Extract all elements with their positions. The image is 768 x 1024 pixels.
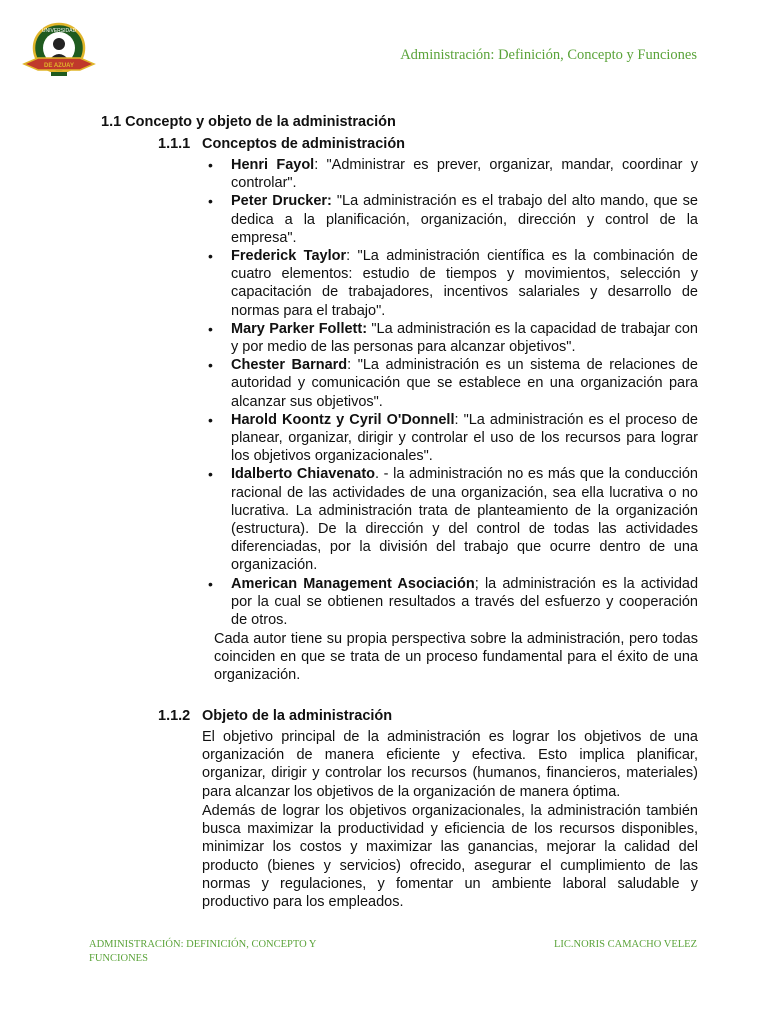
list-item bbox=[206, 320, 698, 356]
list-item bbox=[206, 575, 698, 630]
separator: : bbox=[347, 357, 358, 374]
subsection-title: Objeto de la administración bbox=[202, 708, 393, 724]
separator: : bbox=[454, 411, 464, 428]
concept-text: la administración no es más que la conducción racional de las actividades de una organización, sea ella lucrativa o no lucrativa. La administración trata de planteamiento de la organización (estructura). De la dirección y del control de todas las actividades diferenciadas, por la división del trabajo que ocurre dentro de una organización. bbox=[231, 466, 698, 574]
author-name: Mary Parker Follett: bbox=[231, 320, 368, 337]
separator: . - bbox=[375, 466, 394, 483]
list-item bbox=[206, 192, 698, 247]
author-name: American Management Asociación bbox=[231, 575, 475, 592]
list-item bbox=[206, 465, 698, 574]
list-item bbox=[206, 411, 698, 466]
bullet-icon: • bbox=[208, 575, 213, 592]
header-title: Administración: Definición, Concepto y Funciones bbox=[400, 47, 697, 63]
concept-text: "La administración es un sistema de relaciones de autoridad y comunicación que se establece en una organización para alcanzar sus objetivos". bbox=[231, 357, 699, 410]
objective-paragraph-2: Además de lograr los objetivos organizacionales, la administración también busca maximizar la productividad y eficiencia de los recursos disponibles, minimizar los costos y maximizar las ganancias, mejorar la calidad del producto (bienes y servicios) ofrecido, asegurar el cumplimiento de las normas y regulaciones, y fomentar un ambiente laboral saludable y productivo para los empleados. bbox=[202, 803, 698, 911]
subsection-number: 1.1.2 bbox=[158, 708, 191, 724]
footer-right: LIC.NORIS CAMACHO VELEZ bbox=[553, 939, 697, 950]
section-heading: 1.1 Concepto y objeto de la administración bbox=[101, 114, 396, 130]
concept-text: "La administración científica es la combinación de cuatro elementos: estudio de tiempos y movimientos, selección y capacitación de trabajadores, incentivos salariales y desarrollo de normas para el trabajo". bbox=[231, 248, 698, 319]
subsection-heading-objective bbox=[158, 708, 392, 724]
author-name: Harold Koontz y Cyril O'Donnell bbox=[231, 411, 455, 428]
concept-text: "La administración es el proceso de planear, organizar, dirigir y controlar el uso de los recursos para lograr los objetivos organizacionales". bbox=[231, 411, 698, 465]
list-item bbox=[206, 247, 698, 320]
concepts-list bbox=[206, 156, 698, 629]
bullet-icon: • bbox=[208, 411, 213, 428]
author-name: Chester Barnard bbox=[231, 357, 348, 374]
subsection-heading-concepts bbox=[158, 136, 405, 152]
concept-text: "La administración es la capacidad de trabajar con y por medio de las personas para alcanzar objetivos". bbox=[231, 320, 698, 356]
summary-paragraph: Cada autor tiene su propia perspectiva sobre la administración, pero todas coinciden en que se trata de un proceso fundamental para el éxito de una organización. bbox=[214, 631, 698, 684]
objective-paragraph-1: El objetivo principal de la administración es lograr los objetivos de una organización de manera eficiente y efectiva. Esto implica planificar, organizar, dirigir y controlar los recursos (humanos, financieros, materiales) para alcanzar los objetivos de la organización de manera óptima. bbox=[202, 729, 698, 800]
bullet-icon: • bbox=[208, 193, 213, 210]
svg-text:DE AZUAY: DE AZUAY bbox=[44, 63, 74, 69]
separator: ; bbox=[474, 575, 485, 592]
svg-text:UNIVERSIDAD: UNIVERSIDAD bbox=[41, 28, 77, 34]
separator: : bbox=[314, 157, 327, 173]
bullet-icon: • bbox=[208, 320, 213, 337]
author-name: Frederick Taylor bbox=[231, 248, 347, 265]
bullet-icon: • bbox=[208, 357, 213, 374]
bullet-icon: • bbox=[208, 157, 213, 173]
author-name: Idalberto Chiavenato bbox=[231, 466, 376, 483]
list-item bbox=[206, 156, 698, 192]
author-name: Peter Drucker: bbox=[231, 193, 332, 210]
list-item bbox=[206, 356, 698, 411]
university-logo bbox=[20, 22, 98, 78]
subsection-title: Conceptos de administración bbox=[202, 136, 406, 152]
concept-text: "Administrar es prever, organizar, mandar, coordinar y controlar". bbox=[231, 157, 698, 192]
author-name: Henri Fayol bbox=[231, 157, 315, 173]
concept-text: la administración es la actividad por la cual se obtienen resultados a través del esfuerzo y cooperación de otros. bbox=[231, 575, 699, 629]
footer-left: ADMINISTRACIÓN: DEFINICIÓN, CONCEPTO Y FUNCIONES bbox=[89, 939, 317, 964]
bullet-icon: • bbox=[208, 248, 213, 265]
bullet-icon: • bbox=[208, 466, 213, 483]
subsection-number: 1.1.1 bbox=[158, 136, 191, 152]
separator: : bbox=[346, 248, 358, 265]
concept-text: "La administración es el trabajo del alto mando, que se dedica a la planificación, organización, dirección y control de la empresa". bbox=[231, 193, 698, 246]
